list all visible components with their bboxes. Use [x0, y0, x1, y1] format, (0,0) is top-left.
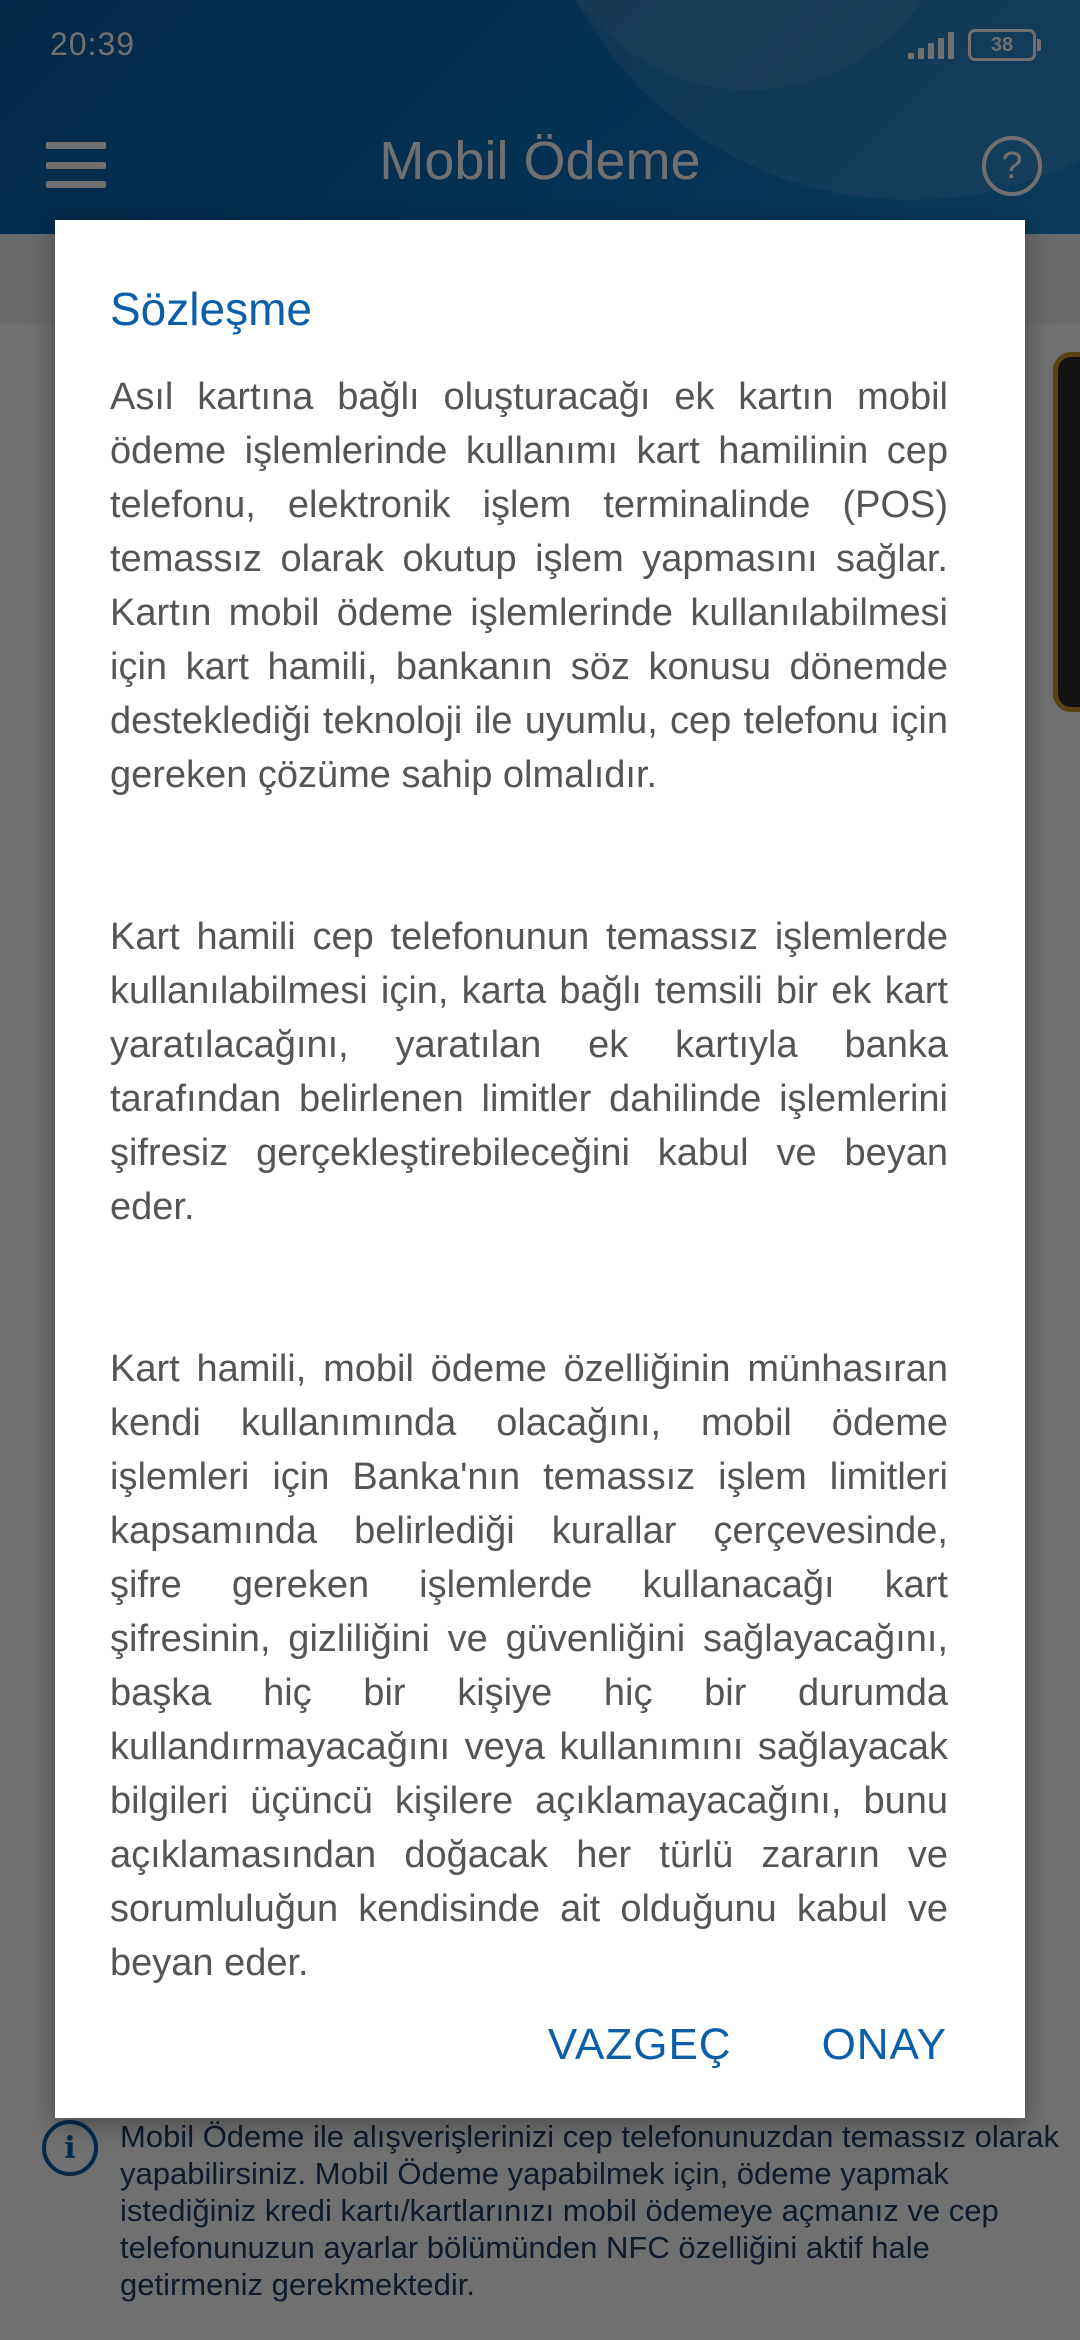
agreement-paragraph-3: Kart hamili, mobil ödeme özelliğinin münhasıran kendi kullanımında olacağını, mobil ödeme işlemleri için Banka'nın temassız işlem limitleri kapsamında belirlediği kurallar çerçevesinde, şifre gereken işlemlerde kullanacağı kart şifresinin, gizliliğini ve güvenliğini sağlayacağını, başka hiç bir kişiye hiç bir durumda kullandırmayacağını veya kullanımını sağlayacak bilgileri üçüncü kişilere açıklamayacağını, bunu açıklamasından doğacak her türlü zararın ve sorumluluğun kendisinde ait olduğunu kabul ve beyan eder.	[110, 1348, 948, 1984]
dialog-actions	[548, 2020, 947, 2070]
confirm-button[interactable]: ONAY	[821, 2020, 947, 2069]
cancel-button[interactable]: VAZGEÇ	[547, 2020, 732, 2069]
agreement-paragraph-2: Kart hamili cep telefonunun temassız işlemlerde kullanılabilmesi için, karta bağlı temsili bir ek kart yaratılacağını, yaratılan ek kartıyla banka tarafından belirlenen limitler dahilinde işlemlerini şifresiz gerçekleştirebileceğini kabul ve beyan eder.	[110, 916, 948, 1228]
dialog-body	[110, 370, 948, 2098]
agreement-dialog	[55, 220, 1025, 2118]
agreement-paragraph-1: Asıl kartına bağlı oluşturacağı ek kartın mobil ödeme işlemlerinde kullanımı kart hamilinin cep telefonu, elektronik işlem terminalinde (POS) temassız olarak okutup işlem yapmasını sağlar. Kartın mobil ödeme işlemlerinde kullanılabilmesi için kart hamili, bankanın söz konusu dönemde desteklediği teknoloji ile uyumlu, cep telefonu için gereken çözüme sahip olmalıdır.	[110, 376, 948, 796]
dialog-title: Sözleşme	[110, 283, 312, 335]
